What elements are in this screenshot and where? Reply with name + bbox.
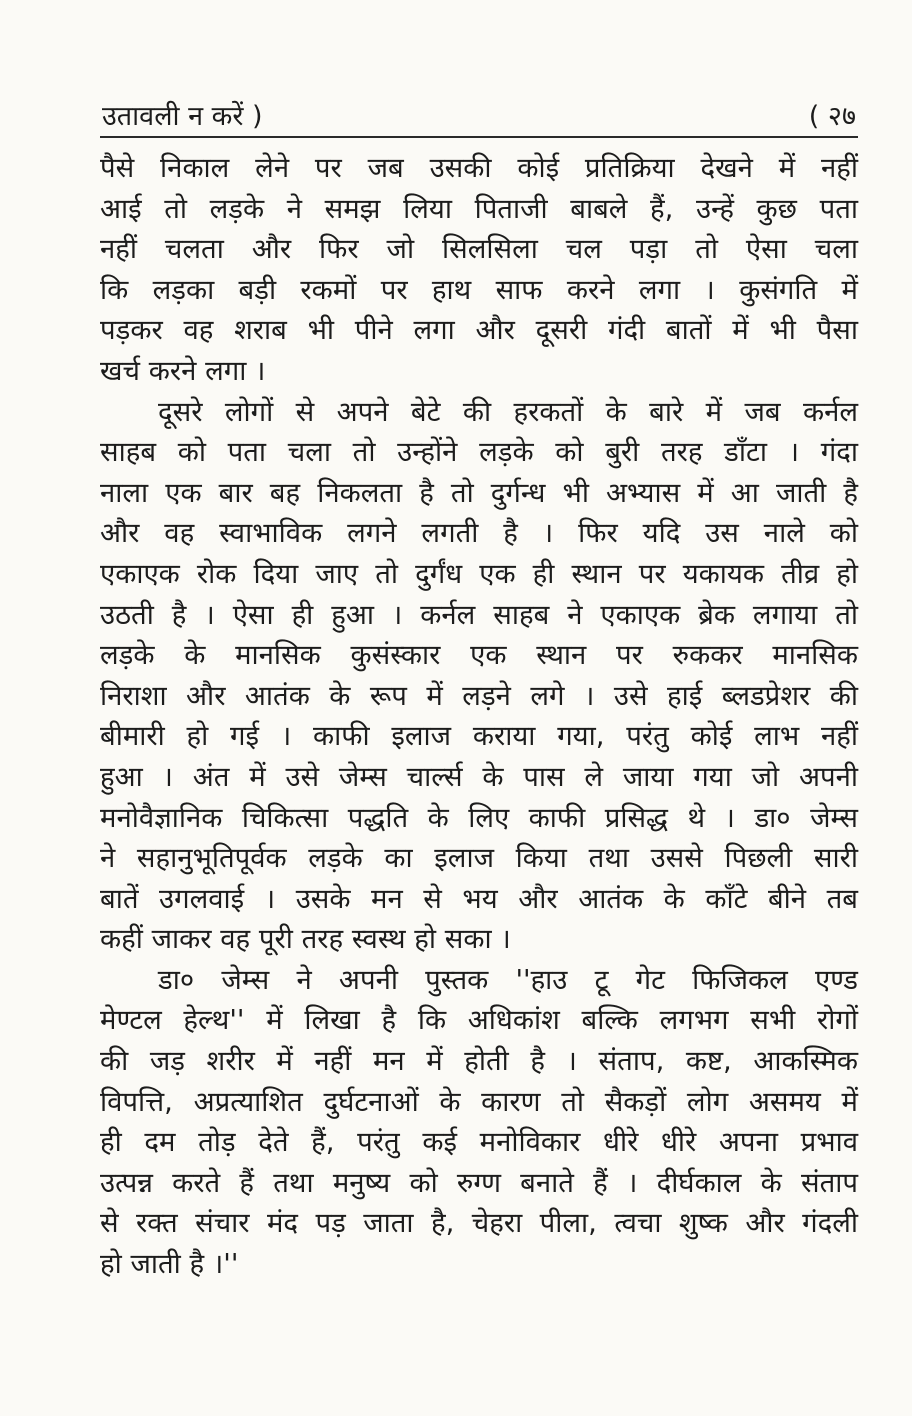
text-line: उत्पन्न करते हैं तथा मनुष्य को रुग्ण बनाते हैं । दीर्घकाल के संताप bbox=[100, 1166, 858, 1199]
text-line: नाला एक बार बह निकलता है तो दुर्गन्ध भी अभ्यास में आ जाती है bbox=[100, 476, 858, 509]
text-line: निराशा और आतंक के रूप में लड़ने लगे । उसे हाई ब्लडप्रेशर की bbox=[100, 679, 858, 712]
text-line: बीमारी हो गई । काफी इलाज कराया गया, परंतु कोई लाभ नहीं bbox=[100, 720, 858, 753]
text-line: उठती है । ऐसा ही हुआ । कर्नल साहब ने एकाएक ब्रेक लगाया तो bbox=[100, 598, 858, 631]
text-line: लड़के के मानसिक कुसंस्कार एक स्थान पर रुककर मानसिक bbox=[100, 639, 858, 672]
text-line: दूसरे लोगों से अपने बेटे की हरकतों के बारे में जब कर्नल bbox=[158, 395, 858, 428]
text-line: नहीं चलता और फिर जो सिलसिला चल पड़ा तो ऐसा चला bbox=[100, 233, 858, 266]
text-line: कि लड़का बड़ी रकमों पर हाथ साफ करने लगा । कुसंगति में bbox=[100, 273, 858, 306]
running-title: उतावली न करें ) bbox=[102, 101, 263, 132]
text-line: हुआ । अंत में उसे जेम्स चार्ल्स के पास ले जाया गया जो अपनी bbox=[100, 760, 858, 793]
text-line: ही दम तोड़ देते हैं, परंतु कई मनोविकार धीरे धीरे अपना प्रभाव bbox=[100, 1126, 858, 1159]
text-line: मनोवैज्ञानिक चिकित्सा पद्धति के लिए काफी प्रसिद्ध थे । डा० जेम्स bbox=[100, 801, 858, 834]
text-line: मेण्टल हेल्थ'' में लिखा है कि अधिकांश बल्कि लगभग सभी रोगों bbox=[100, 1004, 858, 1037]
text-line: डा० जेम्स ने अपनी पुस्तक ''हाउ टू गेट फिजिकल एण्ड bbox=[158, 963, 858, 996]
page-header bbox=[100, 96, 858, 138]
text-line: खर्च करने लगा । bbox=[100, 354, 266, 387]
text-line: विपत्ति, अप्रत्याशित दुर्घटनाओं के कारण तो सैकड़ों लोग असमय में bbox=[100, 1085, 858, 1118]
page-number: ( २७ bbox=[808, 101, 856, 132]
text-line: और वह स्वाभाविक लगने लगती है । फिर यदि उस नाले को bbox=[100, 517, 858, 550]
text-line: पड़कर वह शराब भी पीने लगा और दूसरी गंदी बातों में भी पैसा bbox=[100, 314, 858, 347]
text-line: साहब को पता चला तो उन्होंने लड़के को बुरी तरह डाँटा । गंदा bbox=[100, 436, 858, 469]
text-line: एकाएक रोक दिया जाए तो दुर्गंध एक ही स्थान पर यकायक तीव्र हो bbox=[100, 557, 858, 590]
text-line: की जड़ शरीर में नहीं मन में होती है । संताप, कष्ट, आकस्मिक bbox=[100, 1045, 858, 1078]
text-line: बातें उगलवाई । उसके मन से भय और आतंक के काँटे बीने तब bbox=[100, 882, 858, 915]
text-line: कहीं जाकर वह पूरी तरह स्वस्थ हो सका । bbox=[100, 923, 511, 956]
paragraph bbox=[100, 960, 858, 1285]
text-line: ने सहानुभूतिपूर्वक लड़के का इलाज किया तथा उससे पिछली सारी bbox=[100, 842, 858, 875]
text-line: पैसे निकाल लेने पर जब उसकी कोई प्रतिक्रिया देखने में नहीं bbox=[100, 152, 858, 184]
text-line: हो जाती है ।'' bbox=[100, 1248, 239, 1281]
text-line: से रक्त संचार मंद पड़ जाता है, चेहरा पीला, त्वचा शुष्क और गंदली bbox=[100, 1207, 858, 1240]
body-text bbox=[100, 148, 858, 1285]
paragraph bbox=[100, 392, 858, 960]
text-line: आई तो लड़के ने समझ लिया पिताजी बाबले हैं, उन्हें कुछ पता bbox=[100, 192, 858, 225]
paragraph bbox=[100, 148, 858, 392]
book-page bbox=[100, 96, 858, 1285]
